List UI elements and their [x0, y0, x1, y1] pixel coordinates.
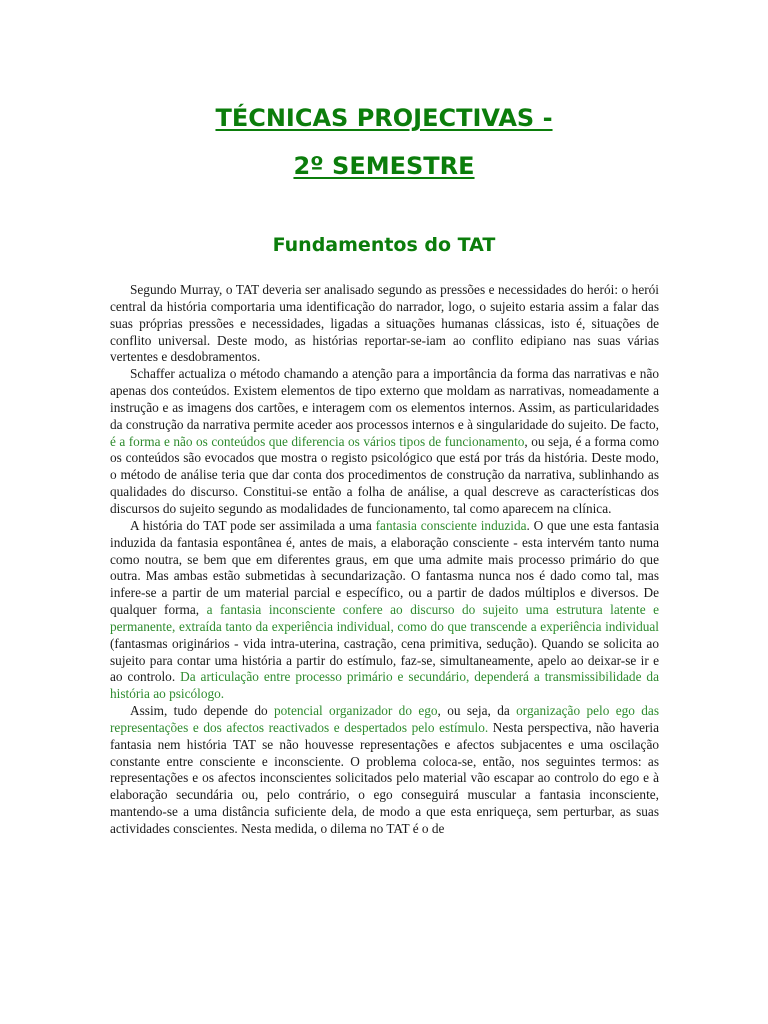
paragraph: [110, 282, 659, 366]
highlighted-text: potencial organizador do ego: [273, 703, 438, 719]
text-segment: , ou seja, da: [437, 703, 517, 719]
highlighted-text: Da articulação entre processo primário e secundário, dependerá a transmissibilidade da história ao psicólogo.: [110, 669, 659, 702]
section-heading: Fundamentos do TAT: [272, 234, 496, 256]
document-title-semester: 2º SEMESTRE: [293, 152, 475, 180]
text-segment: Assim, tudo depende do: [130, 703, 274, 719]
document-body: [110, 282, 659, 838]
text-segment: A história do TAT pode ser assimilada a uma: [130, 517, 376, 533]
text-segment: , ou seja, é a forma como os conteúdos são evocados que mostra o registo psicológico que está por trás da história. Deste modo, o método de análise teria que dar conta dos procedimentos de construção da narrativa, sublinhando as qualidades do discurso. Constitui-se então a folha de análise, a qual descreve as características dos discursos do sujeito segundo as modalidades de funcionamento, tal como aparecem na clínica.: [110, 433, 659, 516]
paragraph: [110, 703, 659, 838]
text-segment: Segundo Murray, o TAT deveria ser analisado segundo as pressões e necessidades do herói: o herói central da história comportaria uma identificação do narrador, logo, o sujeito estaria assim a falar das suas próprias pressões e necessidades, ligadas a situações humanas clássicas, isto é, situações de conflito universal. Deste modo, as histórias reportar-se-iam ao conflito edipiano nas suas várias vertentes e desdobramentos.: [110, 282, 659, 365]
paragraph: [110, 518, 659, 703]
text-segment: . O que une esta fantasia induzida da fantasia espontânea é, antes de mais, a elaboração consciente - esta intervém tanto numa como noutra, se bem que em diferentes graus, em que uma admite mais processo primário do que outra. Mas ambas estão submetidas à secundarização. O fantasma nunca nos é dado como tal, mas infere-se a partir de um material parcial e específico, ou a partir de dados múltiplos e diversos. De qualquer forma,: [110, 517, 659, 618]
text-segment: (fantasmas originários - vida intra-uterina, castração, cena primitiva, sedução). Quando se solicita ao sujeito para contar uma história a partir do estímulo, faz-se, simultaneamente, apelo ao deixar-se ir e ao controlo.: [110, 635, 659, 685]
highlighted-text: fantasia consciente induzida: [375, 517, 527, 533]
paragraph: [110, 366, 659, 518]
highlighted-text: a fantasia inconsciente confere ao discurso do sujeito uma estrutura latente e permanente, extraída tanto da experiência individual, como do que transcende a experiência individual: [110, 602, 659, 634]
document-title: TÉCNICAS PROJECTIVAS -: [215, 104, 553, 132]
text-segment: Schaffer actualiza o método chamando a atenção para a importância da forma das narrativas e não apenas dos conteúdos. Existem elementos de tipo externo que moldam as narrativas, nomeadamente a instrução e as imagens dos cartões, e interagem com os elementos internos. Assim, as particularidades da construção da narrativa permite aceder aos processos internos e à singularidade do sujeito. De facto,: [110, 366, 659, 432]
highlighted-text: é a forma e não os conteúdos que diferencia os vários tipos de funcionamento: [110, 433, 525, 449]
text-segment: Nesta perspectiva, não haveria fantasia nem história TAT se não houvesse representações e afectos subjacentes e uma oscilação constante entre consciente e inconsciente. O problema coloca-se, então, nos seguintes termos: as representações e os afectos inconscientes solicitados pelo material vão escapar ao controlo do ego e à elaboração secundária ou, pelo contrário, o ego conseguirá muscular a fantasia inconsciente, mantendo-se a uma distância suficiente dela, de modo a que esta enriqueça, sem perturbar, as suas actividades conscientes. Nesta medida, o dilema no TAT é o de: [110, 719, 660, 836]
highlighted-text: organização pelo ego das representações e dos afectos reactivados e despertados pelo estímulo.: [110, 703, 659, 735]
